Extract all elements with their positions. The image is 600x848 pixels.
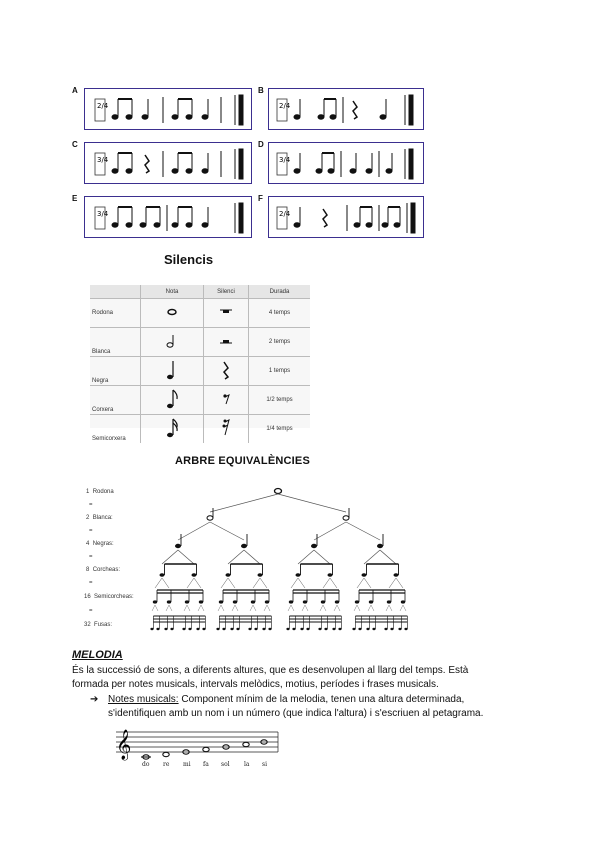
note-name-do: do [142,761,150,768]
note-symbol-whole [141,299,204,328]
tree-sixteenth-note [401,600,405,603]
row-name: Corxera [90,386,141,415]
silences-table-container [90,285,310,442]
table-row [90,299,310,328]
row-duration: 4 temps [249,299,311,328]
rhythm-notation-b [269,89,423,129]
tree-label-text: Semicorcheas: [94,594,134,600]
tree-label-text: Negras: [92,541,114,547]
tree-label-text: Fusas: [94,622,113,628]
eighth-rest-icon [219,391,233,407]
tree-label-num: 2 [86,515,90,521]
sixteenth-note-icon [165,417,179,439]
rhythm-notation-f [269,197,423,237]
tree-eighth-note [296,573,301,577]
tree-eighth-note [258,573,263,577]
exercise-letter-c: C [72,140,78,149]
treble-clef-icon: 𝄞 [116,730,132,760]
tree-equals: = [89,528,93,534]
note-name-sol: sol [221,761,230,768]
tree-quarter-note [241,544,247,548]
tree-quarter-note [175,544,181,548]
tree-sixteenth-note [321,600,325,603]
rhythm-notation-c [85,143,251,183]
rhythm-exercise-b [268,88,424,130]
tree-label-num: 1 [86,489,90,495]
quarter-rest-icon [219,359,233,381]
rhythm-exercise-d [268,142,424,184]
rest-symbol-sixteenth [204,415,249,444]
tree-equals: = [89,580,93,586]
row-name: Semicorxera [90,415,141,444]
tree-label-text: Rodona [92,489,114,495]
tree-sixteenth-note [153,600,157,603]
bullet-arrow-icon: ➔ [90,694,99,705]
tree-eighth-note [226,573,231,577]
tree-half-note [207,516,213,520]
bullet-term: Notes musicals: [108,694,179,705]
rest-symbol-whole [204,299,249,328]
tree-sixteenth-note [233,600,237,603]
eighth-note-icon [165,388,179,410]
row-name: Negra [90,357,141,386]
paragraph-line: És la successió de sons, a diferents altures, que es desenvolupen al llarg del temps. Està [72,665,469,676]
row-name: Rodona [90,299,141,328]
header-silenci: Silenci [204,285,249,299]
sixteenth-rest-icon [219,417,233,439]
note-symbol-eighth [141,386,204,415]
row-duration: 1/2 temps [249,386,311,415]
table-row [90,386,310,415]
tree-eighth-note [328,573,333,577]
time-signature-d: 3/4 [279,156,291,164]
staff-notes-figure [112,728,280,768]
rhythm-notation-d [269,143,423,183]
header-durada: Durada [249,285,311,299]
time-signature-e: 3/4 [97,210,109,218]
tree-equals: = [89,608,93,614]
tree-whole-note [275,489,282,494]
row-duration: 1/4 temps [249,415,311,444]
tree-eighth-note [192,573,197,577]
note-name-mi: mi [183,761,191,768]
rhythm-exercise-e [84,196,252,238]
tree-quarter-note [311,544,317,548]
exercise-letter-e: E [72,194,78,203]
note-symbol-half [141,328,204,357]
rhythm-exercise-a [84,88,252,130]
tree-sixteenth-note [219,600,223,603]
exercise-letter-f: F [258,194,263,203]
rest-symbol-half [204,328,249,357]
tree-quarter-note [377,544,383,548]
tree-equals: = [89,554,93,560]
whole-rest-icon [219,307,233,317]
quarter-note-icon [165,359,179,381]
row-duration: 1 temps [249,357,311,386]
time-signature-a: 2/4 [97,102,109,110]
tree-sixteenth-note [369,600,373,603]
tree-sixteenth-note [303,600,307,603]
note-name-si: si [262,761,267,768]
table-row [90,357,310,386]
note-name-re: re [163,761,170,768]
staff-svg [112,728,280,768]
tree-sixteenth-note [185,600,189,603]
silences-table [90,285,310,443]
tree-equals: = [89,502,93,508]
rhythm-notation-a [85,89,251,129]
tree-sixteenth-note [387,600,391,603]
table-header-row [90,285,310,299]
rhythm-exercise-f [268,196,424,238]
tree-eighth-note [394,573,399,577]
tree-sixteenth-note [199,600,203,603]
tree-label-num: 32 [84,622,91,628]
tree-sixteenth-note [265,600,269,603]
rhythm-notation-e [85,197,251,237]
rest-symbol-quarter [204,357,249,386]
bullet-text: s'identifiquen amb un nom i un número (que indica l'altura) i s'escriuen al petagrama. [108,708,484,719]
tree-label-num: 16 [84,594,91,600]
note-name-la: la [244,761,250,768]
tree-half-note [343,516,349,520]
tree-label-num: 4 [86,541,90,547]
tree-sixteenth-note [251,600,255,603]
tree-label-text: Corcheas: [92,567,121,573]
header-empty [90,285,141,299]
table-row [90,328,310,357]
rest-symbol-eighth [204,386,249,415]
tree-eighth-note [362,573,367,577]
half-rest-icon [219,336,233,346]
bullet-text: Component mínim de la melodia, tenen una altura determinada, [178,694,465,705]
rhythm-exercise-c [84,142,252,184]
exercise-letter-a: A [72,86,78,95]
exercise-letter-d: D [258,140,264,149]
note-symbol-quarter [141,357,204,386]
staff-note-re [163,752,169,756]
tree-sixteenth-note [289,600,293,603]
time-signature-f: 2/4 [279,210,291,218]
tree-sixteenth-note [355,600,359,603]
tree-sixteenth-note [335,600,339,603]
note-name-fa: fa [203,761,209,768]
melodia-paragraph [72,664,572,692]
staff-note-la [243,742,249,746]
equivalence-tree-diagram [0,480,600,640]
whole-note-icon [165,307,179,317]
melodia-heading: MELODIA [72,649,123,661]
time-signature-b: 2/4 [279,102,291,110]
tree-label-text: Blanca: [92,515,113,521]
time-signature-c: 3/4 [97,156,109,164]
exercise-letter-b: B [258,86,264,95]
half-note-icon [165,333,179,349]
bullet-notes-musicals [108,693,578,721]
tree-eighth-note [160,573,165,577]
tree-label-num: 8 [86,567,90,573]
paragraph-line: formada per notes musicals, intervals melòdics, motius, períodes i frases musicals. [72,679,439,690]
staff-note-fa [203,747,209,751]
tree-sixteenth-note [167,600,171,603]
table-row [90,415,310,444]
row-name: Blanca [90,328,141,357]
silences-title: Silencis [164,252,214,267]
row-duration: 2 temps [249,328,311,357]
header-nota: Nota [141,285,204,299]
note-symbol-sixteenth [141,415,204,444]
tree-title: ARBRE EQUIVALÈNCIES [175,455,310,467]
